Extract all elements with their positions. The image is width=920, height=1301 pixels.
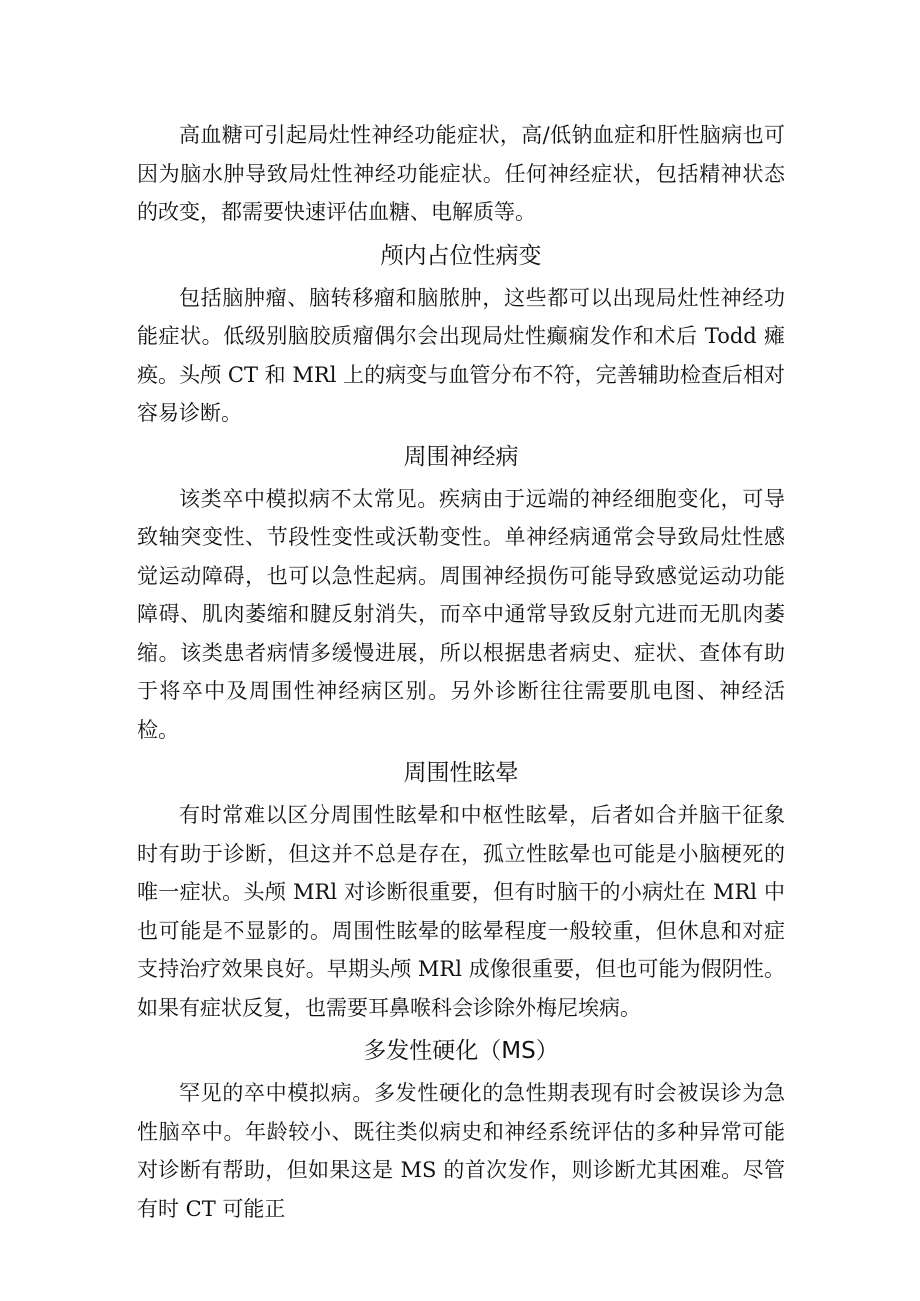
intro-paragraph: 高血糖可引起局灶性神经功能症状，高/低钠血症和肝性脑病也可因为脑水肿导致局灶性神经功能症状。任何神经症状，包括精神状态的改变，都需要快速评估血糖、电解质等。 bbox=[137, 123, 785, 224]
section-heading-peripheral-neuropathy: 周围神经病 bbox=[403, 443, 519, 470]
document-page bbox=[137, 116, 785, 1228]
peripheral-neuropathy-paragraph: 该类卒中模拟病不太常见。疾病由于远端的神经细胞变化，可导致轴突变性、节段性变性或沃勒变性。单神经病通常会导致局灶性感觉运动障碍，也可以急性起病。周围神经损伤可能导致感觉运动功能障碍、肌肉萎缩和腱反射消失，而卒中通常导致反射亢进而无肌肉萎缩。该类患者病情多缓慢进展，所以根据患者病史、症状、查体有助于将卒中及周围性神经病区别。另外诊断往往需要肌电图、神经活检。 bbox=[137, 486, 785, 742]
section-heading-multiple-sclerosis: 多发性硬化（MS） bbox=[363, 1038, 559, 1064]
intracranial-lesion-paragraph: 包括脑肿瘤、脑转移瘤和脑脓肿，这些都可以出现局灶性神经功能症状。低级别脑胶质瘤偶尔会出现局灶性癫痫发作和术后 Todd 瘫痪。头颅 CT 和 MRl 上的病变与血管分布不符，完善辅助检查后相对容易诊断。 bbox=[137, 285, 785, 425]
section-heading-intracranial-lesion: 颅内占位性病变 bbox=[380, 242, 542, 269]
section-heading-peripheral-vertigo: 周围性眩晕 bbox=[403, 760, 519, 786]
multiple-sclerosis-paragraph: 罕见的卒中模拟病。多发性硬化的急性期表现有时会被误诊为急性脑卒中。年龄较小、既往类似病史和神经系统评估的多种异常可能对诊断有帮助，但如果这是 MS 的首次发作，则诊断尤其困难。尽管有时 CT 可能正 bbox=[137, 1081, 785, 1221]
peripheral-vertigo-paragraph: 有时常难以区分周围性眩晕和中枢性眩晕，后者如合并脑干征象时有助于诊断，但这并不总是存在，孤立性眩晕也可能是小脑梗死的唯一症状。头颅 MRl 对诊断很重要，但有时脑干的小病灶在 MRl 中也可能是不显影的。周围性眩晕的眩晕程度一般较重，但休息和对症支持治疗效果良好。早期头颅 MRl 成像很重要，但也可能为假阴性。如果有症状反复，也需要耳鼻喉科会诊除外梅尼埃病。 bbox=[137, 803, 785, 1020]
